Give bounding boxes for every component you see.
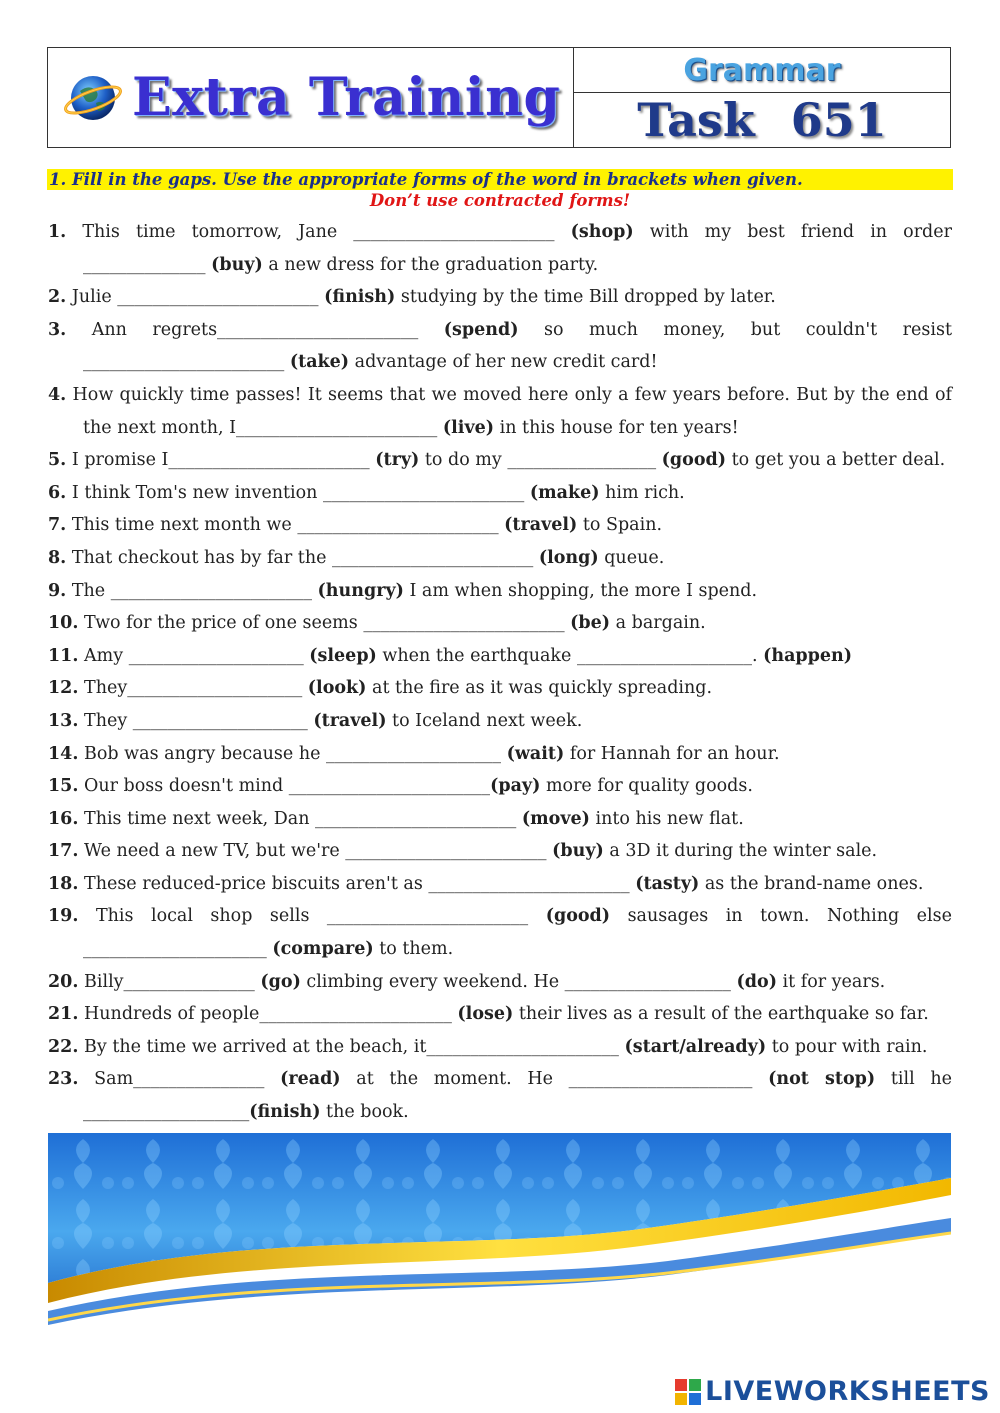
item-text: him rich.	[599, 482, 685, 503]
item-text: Our boss doesn't mind _______________________	[78, 776, 491, 797]
exercise-item	[48, 770, 952, 803]
item-number: 23.	[48, 1069, 79, 1090]
item-text: climbing every weekend. He ___________________	[300, 971, 737, 992]
item-text: Two for the price of one seems _______________________	[78, 613, 571, 634]
item-text: till he	[875, 1069, 952, 1090]
word-hint: (live)	[442, 417, 495, 438]
item-text: in this house for ten years!	[494, 417, 739, 438]
item-number: 16.	[48, 808, 79, 829]
word-hint: (sleep)	[309, 645, 377, 666]
item-number: 12.	[48, 678, 79, 699]
item-text: advantage of her new credit card!	[349, 352, 658, 373]
word-hint: (do)	[736, 971, 777, 992]
subject-label: Grammar	[574, 48, 950, 93]
exercise-item	[48, 575, 952, 608]
item-text: I think Tom's new invention _______________________	[66, 482, 530, 503]
exercise-item	[48, 216, 952, 281]
exercise-list	[48, 216, 952, 1129]
item-number: 11.	[48, 645, 79, 666]
word-hint: (travel)	[504, 515, 578, 536]
item-line	[48, 346, 952, 379]
word-hint: (go)	[260, 971, 301, 992]
item-number: 8.	[48, 547, 67, 568]
word-hint: (start/already)	[624, 1036, 767, 1057]
item-text: Julie _______________________	[66, 287, 325, 308]
word-hint: (tasty)	[635, 873, 700, 894]
exercise-item	[48, 509, 952, 542]
word-hint: (compare)	[272, 939, 374, 960]
item-text: This time next week, Dan _______________________	[78, 808, 522, 829]
exercise-item	[48, 477, 952, 510]
item-text: so much money, but couldn't resist	[518, 319, 952, 340]
logo-text: LIVEWORKSHEETS	[705, 1376, 990, 1407]
item-text: at the fire as it was quickly spreading.	[366, 678, 713, 699]
exercise-item	[48, 1063, 952, 1128]
exercise-item	[48, 314, 952, 379]
item-text: to them.	[373, 939, 454, 960]
word-hint: (read)	[280, 1069, 341, 1090]
item-line	[48, 216, 952, 249]
item-text: That checkout has by far the _______________________	[66, 547, 539, 568]
item-number: 19.	[48, 906, 79, 927]
item-text: the book.	[320, 1102, 409, 1123]
word-hint: (hungry)	[317, 580, 404, 601]
exercise-item	[48, 738, 952, 771]
item-text: Billy_______________	[78, 971, 261, 992]
item-text: This time tomorrow, Jane _______________________	[82, 222, 571, 242]
header	[47, 47, 951, 148]
item-text: I promise I_______________________	[66, 450, 376, 471]
logo-icon	[675, 1379, 701, 1405]
item-text: Ann regrets_______________________	[91, 319, 444, 340]
item-line	[48, 933, 952, 966]
item-number: 17.	[48, 841, 79, 862]
item-text: queue.	[598, 547, 665, 568]
item-text: it for years.	[776, 971, 886, 992]
item-text: to Spain.	[577, 515, 663, 536]
item-number: 18.	[48, 873, 79, 894]
item-text: the next month, I_______________________	[83, 417, 443, 438]
item-text: at the moment. He _____________________	[340, 1069, 769, 1090]
exercise-item	[48, 607, 952, 640]
item-text: when the earthquake ____________________.	[376, 645, 764, 666]
item-number: 14.	[48, 743, 79, 764]
item-text: _______________________	[83, 352, 290, 373]
item-number: 5.	[48, 450, 67, 471]
word-hint: (finish)	[324, 287, 396, 308]
word-hint: (buy)	[552, 841, 604, 862]
word-hint: (shop)	[570, 222, 634, 242]
task-title	[574, 93, 950, 147]
exercise-item	[48, 900, 952, 965]
exercise-item	[48, 998, 952, 1031]
item-text: a bargain.	[610, 613, 706, 634]
item-line	[48, 379, 952, 412]
item-text: Amy ____________________	[78, 645, 310, 666]
word-hint: (wait)	[506, 743, 565, 764]
exercise-item	[48, 835, 952, 868]
word-hint: (finish)	[249, 1102, 321, 1123]
item-text: This local shop sells _______________________	[95, 906, 546, 927]
item-text: They ____________________	[78, 710, 314, 731]
item-text: By the time we arrived at the beach, it______________________	[78, 1036, 625, 1057]
word-hint: (try)	[375, 450, 420, 471]
word-hint: (look)	[307, 678, 367, 699]
item-text: a 3D it during the winter sale.	[603, 841, 878, 862]
item-number: 6.	[48, 482, 67, 503]
word-hint: (good)	[661, 450, 727, 471]
item-text: for Hannah for an hour.	[564, 743, 780, 764]
item-text: How quickly time passes! It seems that we moved here only a few years before. But by the end of	[66, 384, 952, 405]
exercise-item	[48, 705, 952, 738]
exercise-item	[48, 379, 952, 444]
item-text: Hundreds of people______________________	[78, 1004, 458, 1025]
item-text: as the brand-name ones.	[699, 873, 924, 894]
word-hint: (be)	[570, 613, 611, 634]
item-line	[48, 900, 952, 933]
item-text: studying by the time Bill dropped by later.	[395, 287, 776, 308]
item-text: to get you a better deal.	[726, 450, 946, 471]
item-text: to pour with rain.	[766, 1036, 928, 1057]
word-hint: (not stop)	[768, 1069, 876, 1090]
item-number: 15.	[48, 776, 79, 797]
item-number: 2.	[48, 287, 67, 308]
item-text: to do my _________________	[419, 450, 662, 471]
item-number: 9.	[48, 580, 67, 601]
item-number: 13.	[48, 710, 79, 731]
item-text: _____________________	[83, 939, 273, 960]
item-line	[48, 1063, 952, 1096]
exercise-item	[48, 444, 952, 477]
item-number: 20.	[48, 971, 79, 992]
item-text: ______________	[83, 254, 212, 275]
decorative-banner	[48, 1133, 951, 1330]
task-area	[574, 48, 950, 147]
item-text: I am when shopping, the more I spend.	[403, 580, 758, 601]
item-text: to Iceland next week.	[386, 710, 583, 731]
liveworksheets-logo[interactable]	[675, 1376, 990, 1407]
item-text: ___________________	[83, 1102, 250, 1123]
word-hint: (long)	[538, 547, 599, 568]
item-number: 3.	[48, 319, 67, 340]
word-hint: (travel)	[313, 710, 387, 731]
item-text: This time next month we _______________________	[66, 515, 505, 536]
item-text: into his new flat.	[589, 808, 744, 829]
item-line	[48, 1096, 952, 1129]
word-hint: (pay)	[490, 776, 541, 797]
item-number: 4.	[48, 384, 67, 405]
word-hint: (take)	[289, 352, 350, 373]
globe-icon	[62, 67, 124, 129]
item-number: 1.	[48, 222, 67, 242]
exercise-item	[48, 803, 952, 836]
instruction-bar: 1. Fill in the gaps. Use the appropriate forms of the word in brackets when given.	[47, 169, 953, 190]
item-text: sausages in town. Nothing else	[610, 906, 952, 927]
item-number: 22.	[48, 1036, 79, 1057]
item-text: Bob was angry because he ____________________	[78, 743, 507, 764]
item-line	[48, 249, 952, 282]
word-hint: (buy)	[211, 254, 263, 275]
task-number: 651	[790, 93, 887, 147]
item-line	[48, 412, 952, 445]
word-hint: (happen)	[763, 645, 853, 666]
note-text: Don’t use contracted forms!	[369, 191, 631, 210]
item-number: 10.	[48, 613, 79, 634]
item-text: We need a new TV, but we're _______________________	[78, 841, 553, 862]
item-text: These reduced-price biscuits aren't as _______________________	[78, 873, 636, 894]
exercise-item	[48, 966, 952, 999]
item-text: their lives as a result of the earthquake so far.	[513, 1004, 929, 1025]
word-hint: (move)	[521, 808, 590, 829]
item-text: with my best friend in order	[633, 222, 952, 242]
word-hint: (make)	[529, 482, 600, 503]
task-label: Task	[637, 93, 755, 147]
word-hint: (lose)	[457, 1004, 514, 1025]
word-hint: (spend)	[443, 319, 519, 340]
exercise-item	[48, 640, 952, 673]
brand-area	[48, 48, 574, 147]
exercise-item	[48, 1031, 952, 1064]
item-number: 21.	[48, 1004, 79, 1025]
item-number: 7.	[48, 515, 67, 536]
item-text: The _______________________	[66, 580, 318, 601]
word-hint: (good)	[545, 906, 611, 927]
exercise-item	[48, 868, 952, 901]
item-line	[48, 314, 952, 347]
exercise-item	[48, 672, 952, 705]
exercise-item	[48, 281, 952, 314]
item-text: more for quality goods.	[540, 776, 753, 797]
exercise-item	[48, 542, 952, 575]
item-text: Sam_______________	[94, 1069, 281, 1090]
brand-title: Extra Training	[132, 67, 561, 128]
item-text: They____________________	[78, 678, 308, 699]
item-text: a new dress for the graduation party.	[262, 254, 599, 275]
